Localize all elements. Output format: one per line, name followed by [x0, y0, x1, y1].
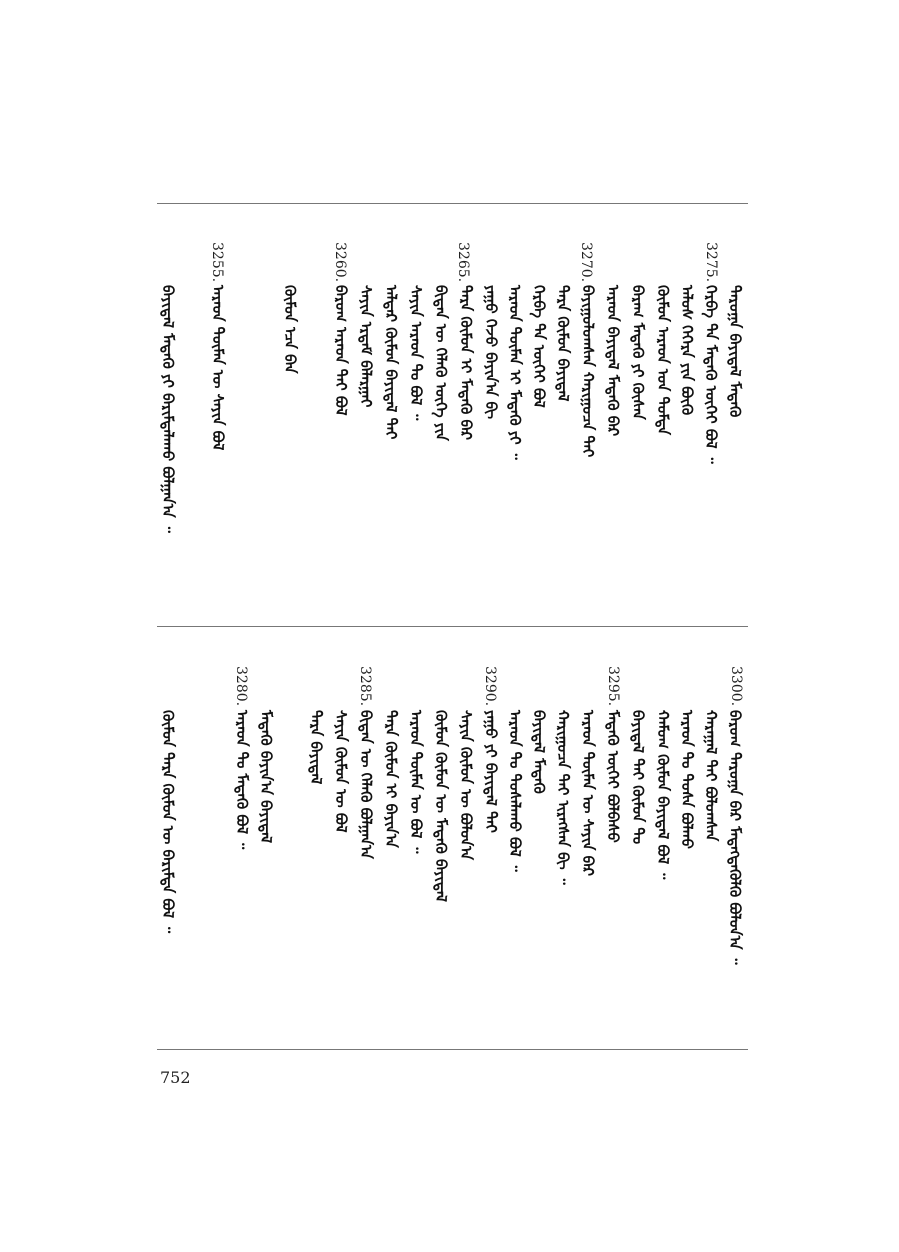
verse-line: ᠪᠠᠶᠢᠳᠠᠯ ᠲᠠᠢ ᠬᠦᠮᠦᠨ ᠲᠤ: [629, 710, 647, 845]
verse-line: ᠪᠠᠷᠠᠭ ᠮᠡᠳᠡᠬᠦ ᠶᠢ ᠬᠦᠰᠡᠨ: [629, 285, 647, 420]
verse-line: ᠲᠡᠷᠡ ᠬᠦᠮᠦᠨ ᠪᠠᠶᠢᠳᠠᠯ: [554, 285, 572, 402]
verse-line: ᠮᠡᠳᠡᠬᠦ ᠪᠠᠶᠢᠨ᠎ᠠ ᠪᠠᠶᠢᠳᠠᠯ: [257, 710, 275, 844]
verse-line: ᠶᠠᠭᠤ ᠶᠢ ᠪᠠᠶᠢᠳᠠᠯ ᠲᠠᠢ: [482, 710, 500, 833]
verse-line: ᠠᠷᠠᠳ ᠪᠠᠶᠢᠳᠠᠯ ᠮᠡᠳᠡᠬᠦ ᠪᠠᠷ: [604, 285, 622, 437]
verse-line: ᠬᠦᠮᠦᠨ ᠠᠷᠠᠳ ᠤᠨ ᠳᠤᠮᠳᠠ: [654, 285, 672, 435]
verse-line: ᠠᠯᠳᠠᠷ ᠬᠦᠮᠦᠨ ᠪᠠᠶᠢᠳᠠᠯ ᠲᠠᠢ: [382, 285, 400, 440]
verse-line: ᠰᠠᠶᠢᠨ ᠬᠦᠮᠦᠨ ᠦ ᠪᠣᠯ: [332, 710, 350, 833]
verse-line: ᠶᠠᠭᠤ ᠬᠡᠵᠦ ᠪᠠᠶᠢᠨ᠎ᠠ ᠪᠢ: [482, 285, 500, 420]
verse-line: ᠪᠢᠳᠡᠨ ᠦ ᠬᠡᠯᠡᠬᠦ ᠦᠭᠡ ᠶᠢᠨ: [432, 285, 450, 441]
verse-line: ᠠᠷᠠᠳ ᠲᠤ ᠲᠤᠰᠠ ᠪᠣᠯᠬᠤ: [678, 710, 696, 849]
verse-line: ᠠᠷᠠᠳ ᠲᠦᠮᠡᠨ ᠦ ᠰᠠᠶᠢᠨ ᠪᠠᠷ: [579, 710, 597, 877]
verse-line: ᠬᠡᠷᠪᠡ ᠲᠠ ᠮᠡᠳᠡᠬᠦ ᠦᠭᠡᠢ ᠪᠣᠯ ᠃: [702, 285, 720, 464]
verse-line: ᠪᠠᠶᠢᠭᠤᠯᠤᠭᠰᠠᠨ ᠬᠠᠷᠢᠭᠤᠴᠠ ᠲᠠᠢ: [579, 285, 597, 458]
verse-line: ᠬᠦᠮᠦᠨ ᠡᠴᠡ ᠪᠡᠨ: [281, 285, 299, 374]
verse-line: ᠠᠷᠠᠳ ᠲᠦᠮᠡᠨ ᠢ ᠮᠡᠳᠡᠬᠦ ᠶᠢ ᠃: [506, 285, 524, 460]
verse-line: ᠬᠦᠮᠦᠨ ᠬᠦᠮᠦᠨ ᠦ ᠮᠡᠳᠡᠬᠦ ᠪᠠᠶᠢᠳᠠᠯ: [432, 710, 450, 902]
line-number: 3270.: [578, 242, 594, 283]
verse-line: ᠰᠠᠶᠢᠨ ᠬᠦᠮᠦᠨ ᠦ ᠪᠣᠯᠣᠨ᠎ᠠ: [457, 710, 475, 861]
verse-line: ᠲᠡᠷᠡ ᠬᠦᠮᠦᠨ ᠢ ᠮᠡᠳᠡᠬᠦ ᠪᠠᠷ: [457, 285, 475, 440]
line-number: 3295.: [605, 666, 621, 707]
top-rule: [157, 203, 748, 204]
bottom-rule: [157, 1049, 748, 1050]
verse-line: ᠪᠠᠶᠢᠳᠠᠯ ᠮᠡᠳᠡᠬᠦ: [530, 710, 548, 794]
verse-line: ᠬᠠᠷᠢᠭᠤᠴᠠ ᠲᠠᠢ ᠢᠷᠡᠭᠰᠡᠨ ᠪᠢ ᠃: [554, 710, 572, 885]
verse-line: ᠬᠠᠮᠤᠭ ᠬᠦᠮᠦᠨ ᠪᠠᠶᠢᠳᠠᠯ ᠪᠣᠯ ᠃: [654, 710, 672, 880]
verse-line: ᠠᠯᠤᠰ ᠬᠡᠭᠡᠷᠡ ᠶᠢᠨ ᠪᠦᠬᠦ: [678, 285, 696, 416]
line-number: 3275.: [703, 242, 719, 283]
verse-line: ᠪᠠᠷᠤᠭ ᠳᠠᠷᠤᠭᠠ ᠪᠠᠷ ᠮᠡᠳᠡᠭᠳᠡᠭᠦᠯᠬᠦ ᠪᠣᠯᠣᠨ᠎ᠠ ᠃: [726, 710, 744, 965]
line-number: 3300.: [728, 666, 744, 707]
verse-line: ᠮᠡᠳᠡᠬᠦ ᠦᠭᠡᠢ ᠪᠣᠯᠪᠠᠰᠤ: [604, 710, 622, 843]
verse-line: ᠠᠷᠠᠳ ᠲᠦᠮᠡᠨ ᠦ ᠪᠣᠯ ᠃: [407, 710, 425, 854]
line-number: 3265.: [455, 242, 471, 283]
verse-line: ᠠᠷᠠᠳ ᠲᠤ ᠮᠡᠳᠡᠬᠦ ᠪᠣᠯ ᠃: [233, 710, 251, 850]
verse-line: ᠪᠠᠶᠢᠳᠠᠯ ᠮᠡᠳᠡᠬᠦ ᠶᠢ ᠪᠠᠷᠢᠮᠲᠠᠯᠠᠬᠤ ᠪᠣᠯᠭᠠᠨ᠎ᠠ ᠃: [159, 285, 177, 533]
line-number: 3255.: [209, 242, 225, 283]
middle-rule: [157, 626, 748, 627]
verse-line: ᠬᠡᠷᠪᠡ ᠲᠠ ᠦᠭᠡᠢ ᠪᠣᠯ: [530, 285, 548, 408]
verse-line: ᠳᠠᠷᠤᠭᠠ ᠪᠠᠶᠢᠳᠠᠯ ᠮᠡᠳᠡᠬᠦ: [726, 285, 744, 418]
line-number: 3280.: [233, 666, 249, 707]
verse-line: ᠠᠷᠠᠳ ᠲᠦᠮᠡᠨ ᠦ ᠰᠠᠶᠢᠨ ᠪᠣᠯ: [209, 285, 227, 451]
verse-line: ᠰᠠᠶᠢᠨ ᠡᠷᠳᠡᠮ ᠪᠠᠯᠠᠷᠭᠠᠢ: [357, 285, 375, 408]
verse-line: ᠪᠠᠷᠤᠭ ᠠᠷᠠᠳ ᠲᠠᠢ ᠪᠣᠯ: [332, 285, 350, 416]
verse-line: ᠬᠠᠷᠠᠭᠠᠯ ᠲᠠᠢ ᠪᠣᠯᠣᠭᠰᠠᠨ: [702, 710, 720, 842]
line-number: 3290.: [482, 666, 498, 707]
line-number: 3285.: [357, 666, 373, 707]
verse-line: ᠲᠡᠷᠡ ᠪᠠᠶᠢᠳᠠᠯ: [307, 710, 325, 785]
verse-line: ᠰᠠᠶᠢᠨ ᠠᠷᠠᠳ ᠲᠤ ᠪᠣᠯ ᠃: [407, 285, 425, 421]
verse-line: ᠠᠷᠠᠳ ᠲᠤ ᠲᠤᠰᠠᠯᠠᠬᠤ ᠪᠣᠯ ᠃: [506, 710, 524, 872]
line-number: 3260.: [332, 242, 348, 283]
page-number: 752: [160, 1068, 191, 1087]
verse-line: ᠪᠢᠳᠡᠨ ᠦ ᠬᠡᠯᠡᠬᠦ ᠪᠣᠯᠭᠠᠨ᠎ᠠ: [357, 710, 375, 859]
verse-line: ᠬᠦᠮᠦᠨ ᠲᠡᠷᠡ ᠬᠦᠮᠦᠨ ᠦ ᠪᠠᠷᠢᠮᠲᠠ ᠪᠣᠯ ᠃: [159, 710, 177, 934]
verse-line: ᠲᠡᠷᠡ ᠬᠦᠮᠦᠨ ᠢ ᠪᠠᠶᠢᠨ᠎ᠠ: [382, 710, 400, 848]
